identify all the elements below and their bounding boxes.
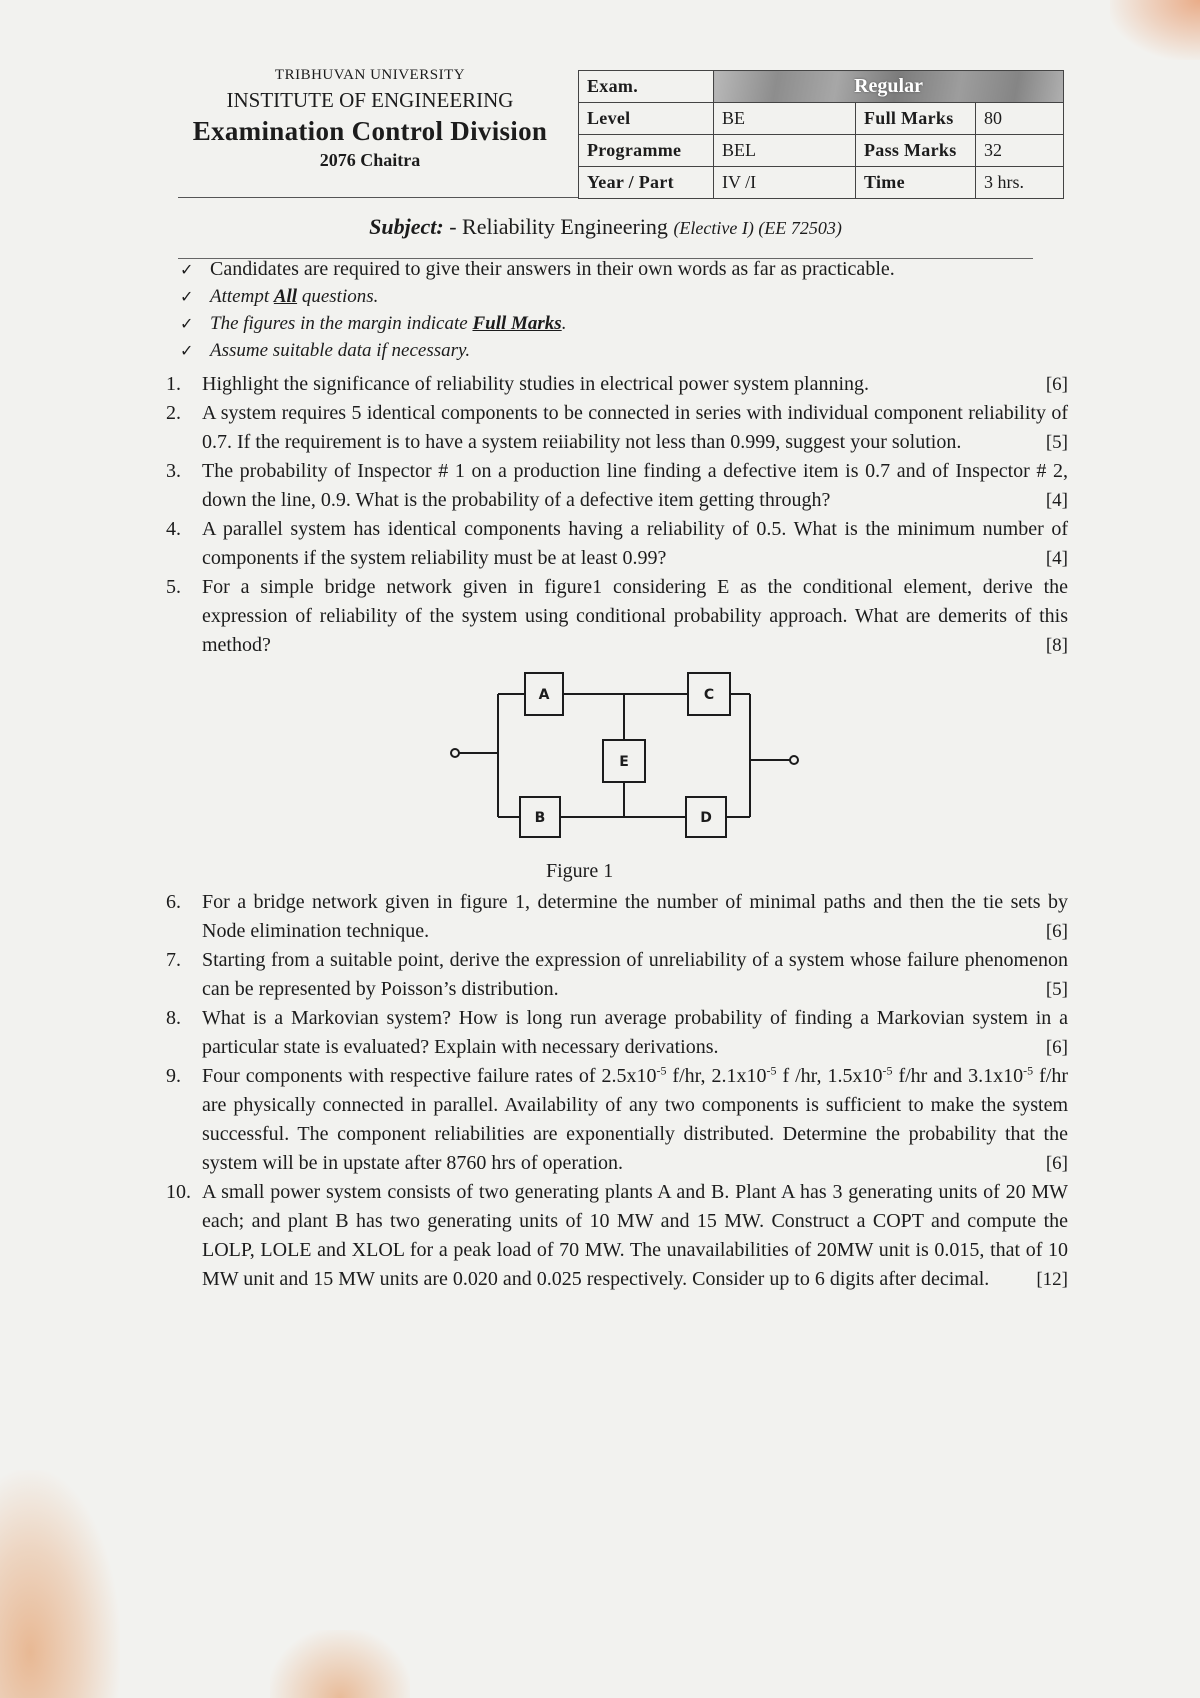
question-marks: [6] [1045, 921, 1068, 942]
subject-line [178, 212, 1033, 243]
question-number: 8. [166, 1007, 181, 1029]
checkmark-icon: ✓ [180, 287, 194, 306]
question-4 [166, 515, 1068, 573]
instruction-item [180, 283, 1060, 310]
question-text-segment: f/hr are physically connected in parallel. Availability of any two components is sufficient to make the system successful. The component reliabilities are exponentially distributed. Determine the probability that the system will be in upstate after 8760 hrs of operation. [202, 1065, 1069, 1174]
programme-row [579, 135, 1064, 167]
instruction-text [210, 310, 566, 337]
question-10 [166, 1178, 1068, 1294]
question-2 [166, 399, 1068, 457]
time-label: Time [856, 167, 976, 199]
component-a-label: A [538, 687, 550, 703]
division-name: Examination Control Division [192, 116, 548, 146]
pass-marks-value: 32 [976, 135, 1064, 167]
exam-info-table [578, 70, 1064, 199]
instruction-emphasis: All [273, 286, 298, 307]
question-text: The probability of Inspector # 1 on a production line finding a defective item is 0.7 and of Inspector # 2, down the line, 0.9. What is the probability of a defective item getting through? [202, 460, 1068, 511]
questions-list [166, 370, 1068, 1294]
component-d-label: D [700, 810, 712, 826]
question-9 [166, 1062, 1068, 1178]
instruction-item [180, 310, 1060, 337]
question-body [202, 1062, 1068, 1178]
question-5 [166, 573, 1068, 660]
question-1 [166, 370, 1068, 399]
question-body [202, 399, 1068, 457]
finger-shadow-bottom-left [0, 1470, 120, 1698]
bridge-network-figure [166, 660, 1068, 856]
question-6 [166, 888, 1068, 946]
question-number: 1. [166, 373, 181, 395]
checkmark-icon: ✓ [180, 341, 194, 360]
subject-separator: - [449, 214, 457, 239]
instruction-text-after: questions. [297, 286, 379, 307]
question-body [202, 573, 1068, 660]
component-b-label: B [534, 810, 546, 826]
question-number: 9. [166, 1065, 181, 1087]
bridge-network-diagram [440, 660, 810, 852]
question-marks: [12] [1036, 1269, 1068, 1290]
question-marks: [6] [1045, 374, 1068, 395]
component-c-label: C [703, 687, 715, 703]
question-marks: [6] [1045, 1153, 1068, 1174]
question-text: For a bridge network given in figure 1, determine the number of minimal paths and then the tie sets by Node elimination technique. [202, 891, 1068, 942]
exponent: -5 [1023, 1063, 1034, 1078]
subject-label: Subject: [369, 214, 444, 239]
question-number: 7. [166, 949, 181, 971]
question-3 [166, 457, 1068, 515]
question-text: A system requires 5 identical components to be connected in series with individual component reliability of 0.7. If the requirement is to have a system reiiability not less than 0.999, suggest your solution. [202, 402, 1068, 453]
finger-shadow-top-right [1110, 0, 1200, 60]
question-number: 6. [166, 891, 181, 913]
time-value: 3 hrs. [976, 167, 1064, 199]
question-marks: [4] [1045, 490, 1068, 511]
question-marks: [8] [1045, 635, 1068, 656]
instructions-list [180, 256, 1060, 364]
question-text: For a simple bridge network given in figure1 considering E as the conditional element, derive the expression of reliability of the system using conditional probability approach. What are demerits of this method? [202, 576, 1068, 656]
header-divider [178, 197, 578, 198]
figure-caption: Figure 1 [546, 860, 614, 882]
checkmark-icon: ✓ [180, 260, 194, 279]
question-body [202, 888, 1068, 946]
exam-session: 2076 Chaitra [319, 150, 421, 170]
year-part-label: Year / Part [579, 167, 714, 199]
question-text: Highlight the significance of reliability studies in electrical power system planning. [202, 373, 870, 395]
question-number: 10. [166, 1181, 191, 1203]
question-text [202, 1065, 1068, 1174]
question-body [202, 515, 1068, 573]
question-body [202, 370, 1068, 399]
question-number: 4. [166, 518, 181, 540]
instruction-item [180, 337, 1060, 364]
question-body [202, 1178, 1068, 1294]
subject-title: Reliability Engineering [462, 214, 668, 239]
question-body [202, 1004, 1068, 1062]
question-text-segment: f /hr, 1.5x10 [776, 1065, 883, 1087]
question-number: 2. [166, 402, 181, 424]
question-text-segment: f/hr and 3.1x10 [892, 1065, 1024, 1087]
input-terminal [451, 749, 459, 757]
question-7 [166, 946, 1068, 1004]
year-part-row [579, 167, 1064, 199]
question-number: 3. [166, 460, 181, 482]
instruction-text [210, 283, 378, 310]
exam-row [579, 71, 1064, 103]
output-terminal [790, 756, 798, 764]
instruction-text: Candidates are required to give their answers in their own words as far as practicable. [210, 258, 895, 280]
exponent: -5 [656, 1063, 667, 1078]
exponent: -5 [882, 1063, 893, 1078]
question-text-segment: Four components with respective failure rates of 2.5x10 [202, 1065, 657, 1087]
question-text: Starting from a suitable point, derive the expression of unreliability of a system whose failure phenomenon can be represented by Poisson’s distribution. [202, 949, 1068, 1000]
exponent: -5 [766, 1063, 777, 1078]
year-part-value: IV /I [714, 167, 856, 199]
instruction-text: Assume suitable data if necessary. [210, 340, 471, 361]
question-body [202, 946, 1068, 1004]
question-number: 5. [166, 576, 181, 598]
pass-marks-label: Pass Marks [856, 135, 976, 167]
question-text: A small power system consists of two generating plants A and B. Plant A has 3 generating units of 20 MW each; and plant B has two generating units of 10 MW and 15 MW. Construct a COPT and compute the LOLP, LOLE and XLOL for a peak load of 70 MW. The unavailabilities of 20MW unit is 0.015, that of 10 MW unit and 15 MW units are 0.020 and 0.025 respectively. Consider up to 6 digits after decimal. [202, 1181, 1068, 1290]
question-text: What is a Markovian system? How is long run average probability of finding a Markovian system in a particular state is evaluated? Explain with necessary derivations. [202, 1007, 1068, 1058]
question-8 [166, 1004, 1068, 1062]
programme-label: Programme [579, 135, 714, 167]
full-marks-value: 80 [976, 103, 1064, 135]
subject-code: (Elective I) (EE 72503) [673, 218, 842, 238]
institute-name: INSTITUTE OF ENGINEERING [226, 88, 514, 112]
instruction-text-after: . [561, 313, 567, 334]
full-marks-label: Full Marks [856, 103, 976, 135]
component-e-label: E [619, 754, 629, 770]
instruction-text-before: Attempt [210, 286, 274, 307]
question-body [202, 457, 1068, 515]
question-text: A parallel system has identical components having a reliability of 0.5. What is the minimum number of components if the system reliability must be at least 0.99? [202, 518, 1068, 569]
instruction-text-before: The figures in the margin indicate [210, 313, 473, 334]
question-text-segment: f/hr, 2.1x10 [666, 1065, 767, 1087]
question-marks: [5] [1045, 979, 1068, 1000]
question-marks: [4] [1045, 548, 1068, 569]
exam-type-value: Regular [854, 75, 923, 97]
programme-value: BEL [714, 135, 856, 167]
instruction-emphasis: Full Marks [472, 313, 562, 334]
question-marks: [5] [1045, 432, 1068, 453]
university-name: TRIBHUVAN UNIVERSITY [274, 67, 466, 83]
level-row [579, 103, 1064, 135]
checkmark-icon: ✓ [180, 314, 194, 333]
level-value: BE [714, 103, 856, 135]
instruction-item [180, 256, 1060, 283]
institution-header [170, 64, 570, 172]
level-label: Level [579, 103, 714, 135]
question-marks: [6] [1045, 1037, 1068, 1058]
finger-shadow-bottom [270, 1630, 410, 1698]
exam-type-stamp [714, 71, 1064, 103]
exam-label: Exam. [579, 71, 714, 103]
